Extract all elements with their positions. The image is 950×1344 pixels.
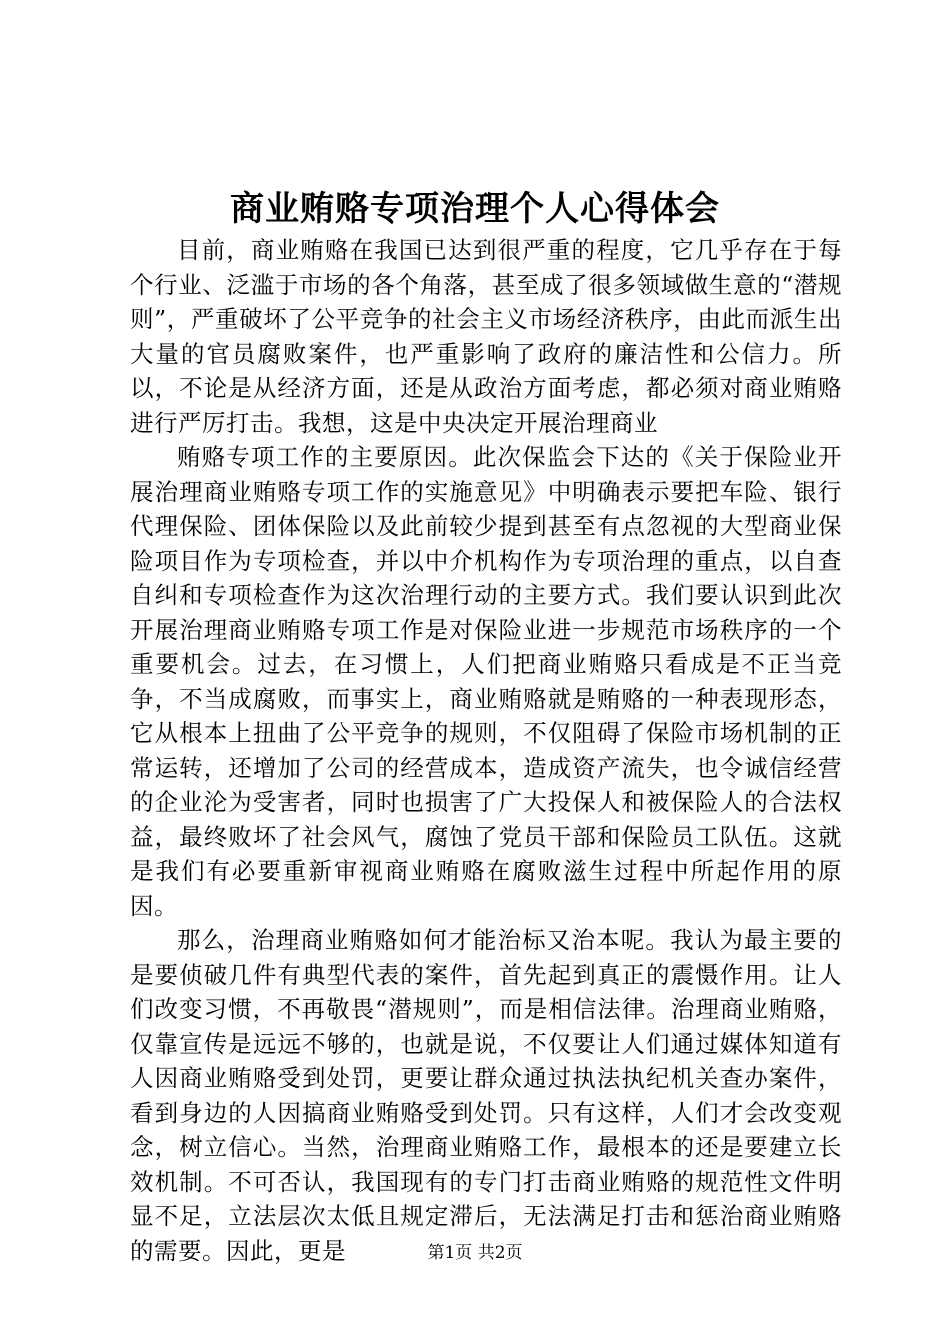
document-title: 商业贿赂专项治理个人心得体会: [230, 189, 720, 229]
paragraph-3: 那么，治理商业贿赂如何才能治标又治本呢。我认为最主要的是要侦破几件有典型代表的案件，首先起到真正的震慑作用。让人们改变习惯，不再敬畏“潜规则”，而是相信法律。治理商业贿赂，仅靠宣传是远远不够的，也就是说，不仅要让人们通过媒体知道有人因商业贿赂受到处罚，更要让群众通过执法执纪机关查办案件，看到身边的人因搞商业贿赂受到处罚。只有这样，人们才会改变观念，树立信心。当然，治理商业贿赂工作，最根本的还是要建立长效机制。不可否认，我国现有的专门打击商业贿赂的规范性文件明显不足，立法层次太低且规定滞后，无法满足打击和惩治商业贿赂的需要。因此，更是: [130, 926, 842, 1265]
paragraph-2: 贿赂专项工作的主要原因。此次保监会下达的《关于保险业开展治理商业贿赂专项工作的实施意见》中明确表示要把车险、银行代理保险、团体保险以及此前较少提到甚至有点忽视的大型商业保险项目作为专项检查，并以中介机构作为专项治理的重点，以自查自纠和专项检查作为这次治理行动的主要方式。我们要认识到此次开展治理商业贿赂专项工作是对保险业进一步规范市场秩序的一个重要机会。过去，在习惯上，人们把商业贿赂只看成是不正当竞争，不当成腐败，而事实上，商业贿赂就是贿赂的一种表现形态，它从根本上扭曲了公平竞争的规则，不仅阻碍了保险市场机制的正常运转，还增加了公司的经营成本，造成资产流失，也令诚信经营的企业沦为受害者，同时也损害了广大投保人和被保险人的合法权益，最终败坏了社会风气，腐蚀了党员干部和保险员工队伍。这就是我们有必要重新审视商业贿赂在腐败滋生过程中所起作用的原因。: [130, 443, 842, 920]
paragraph-1: 目前，商业贿赂在我国已达到很严重的程度，它几乎存在于每个行业、泛滥于市场的各个角落，甚至成了很多领域做生意的“潜规则”，严重破坏了公平竞争的社会主义市场经济秩序，由此而派生出大量的官员腐败案件，也严重影响了政府的廉洁性和公信力。所以，不论是从经济方面，还是从政治方面考虑，都必须对商业贿赂进行严厉打击。我想，这是中央决定开展治理商业: [130, 236, 842, 437]
document-body: [130, 233, 842, 1268]
page-footer: 第1页 共2页: [427, 1243, 523, 1263]
